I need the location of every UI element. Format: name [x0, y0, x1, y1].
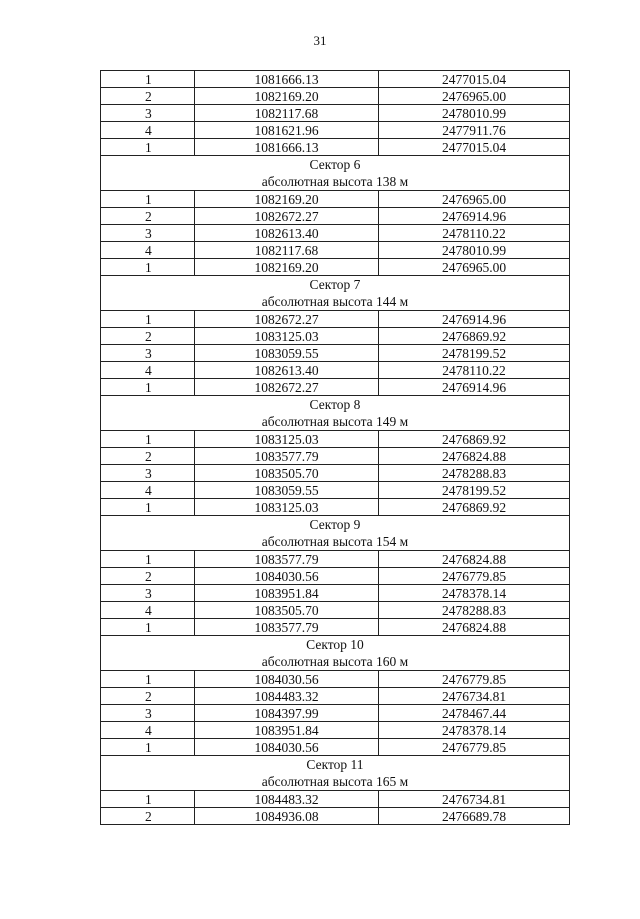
x-coordinate-cell: 1082117.68 [195, 105, 379, 122]
y-coordinate-cell: 2476734.81 [379, 688, 570, 705]
table-row [101, 722, 570, 739]
x-coordinate-cell: 1083505.70 [195, 602, 379, 619]
sector-header-cell [101, 636, 570, 671]
point-number-cell: 1 [101, 139, 195, 156]
point-number-cell: 1 [101, 311, 195, 328]
point-number-cell: 1 [101, 191, 195, 208]
sector-header-cell [101, 396, 570, 431]
x-coordinate-cell: 1082169.20 [195, 191, 379, 208]
point-number-cell: 1 [101, 791, 195, 808]
table-row [101, 568, 570, 585]
sector-title: Сектор 10 [306, 637, 364, 652]
y-coordinate-cell: 2476914.96 [379, 311, 570, 328]
x-coordinate-cell: 1084030.56 [195, 739, 379, 756]
x-coordinate-cell: 1084936.08 [195, 808, 379, 825]
point-number-cell: 4 [101, 722, 195, 739]
point-number-cell: 4 [101, 362, 195, 379]
y-coordinate-cell: 2476824.88 [379, 448, 570, 465]
y-coordinate-cell: 2476869.92 [379, 328, 570, 345]
y-coordinate-cell: 2476824.88 [379, 551, 570, 568]
x-coordinate-cell: 1081621.96 [195, 122, 379, 139]
sector-header-row [101, 516, 570, 551]
sector-altitude: абсолютная высота 144 м [261, 294, 409, 309]
x-coordinate-cell: 1083125.03 [195, 431, 379, 448]
sector-title: Сектор 11 [306, 757, 364, 772]
point-number-cell: 4 [101, 242, 195, 259]
table-row [101, 619, 570, 636]
y-coordinate-cell: 2477911.76 [379, 122, 570, 139]
point-number-cell: 2 [101, 688, 195, 705]
point-number-cell: 1 [101, 499, 195, 516]
table-row [101, 671, 570, 688]
table-row [101, 139, 570, 156]
sector-header-cell [101, 516, 570, 551]
y-coordinate-cell: 2478110.22 [379, 362, 570, 379]
x-coordinate-cell: 1084483.32 [195, 688, 379, 705]
point-number-cell: 2 [101, 808, 195, 825]
sector-title: Сектор 9 [309, 517, 361, 532]
y-coordinate-cell: 2478199.52 [379, 345, 570, 362]
y-coordinate-cell: 2477015.04 [379, 71, 570, 88]
table-row [101, 791, 570, 808]
point-number-cell: 1 [101, 671, 195, 688]
x-coordinate-cell: 1083951.84 [195, 585, 379, 602]
sector-title: Сектор 7 [309, 277, 361, 292]
table-row [101, 71, 570, 88]
y-coordinate-cell: 2478010.99 [379, 242, 570, 259]
x-coordinate-cell: 1084030.56 [195, 568, 379, 585]
point-number-cell: 3 [101, 225, 195, 242]
point-number-cell: 1 [101, 431, 195, 448]
x-coordinate-cell: 1081666.13 [195, 71, 379, 88]
y-coordinate-cell: 2478378.14 [379, 585, 570, 602]
table-row [101, 465, 570, 482]
point-number-cell: 1 [101, 259, 195, 276]
x-coordinate-cell: 1082169.20 [195, 88, 379, 105]
x-coordinate-cell: 1082613.40 [195, 362, 379, 379]
y-coordinate-cell: 2476779.85 [379, 739, 570, 756]
sector-header-row [101, 396, 570, 431]
sector-altitude: абсолютная высота 165 м [261, 774, 409, 789]
point-number-cell: 4 [101, 122, 195, 139]
sector-title: Сектор 6 [309, 157, 361, 172]
sector-altitude: абсолютная высота 154 м [261, 534, 409, 549]
table-row [101, 362, 570, 379]
table-row [101, 705, 570, 722]
y-coordinate-cell: 2476824.88 [379, 619, 570, 636]
table-row [101, 602, 570, 619]
table-row [101, 585, 570, 602]
coordinates-table-body [101, 71, 570, 825]
sector-header-row [101, 156, 570, 191]
y-coordinate-cell: 2476779.85 [379, 568, 570, 585]
point-number-cell: 2 [101, 448, 195, 465]
table-row [101, 105, 570, 122]
y-coordinate-cell: 2476689.78 [379, 808, 570, 825]
point-number-cell: 2 [101, 568, 195, 585]
sector-header-row [101, 756, 570, 791]
table-row [101, 688, 570, 705]
x-coordinate-cell: 1082117.68 [195, 242, 379, 259]
sector-header-cell [101, 756, 570, 791]
point-number-cell: 3 [101, 465, 195, 482]
table-row [101, 482, 570, 499]
table-row [101, 259, 570, 276]
table-row [101, 208, 570, 225]
y-coordinate-cell: 2476869.92 [379, 431, 570, 448]
x-coordinate-cell: 1082672.27 [195, 208, 379, 225]
x-coordinate-cell: 1083059.55 [195, 345, 379, 362]
table-row [101, 431, 570, 448]
table-row [101, 808, 570, 825]
table-row [101, 499, 570, 516]
point-number-cell: 3 [101, 105, 195, 122]
sector-header-cell [101, 156, 570, 191]
table-row [101, 88, 570, 105]
x-coordinate-cell: 1082169.20 [195, 259, 379, 276]
y-coordinate-cell: 2478288.83 [379, 602, 570, 619]
table-row [101, 345, 570, 362]
sector-altitude: абсолютная высота 138 м [261, 174, 409, 189]
y-coordinate-cell: 2478378.14 [379, 722, 570, 739]
point-number-cell: 3 [101, 585, 195, 602]
y-coordinate-cell: 2476869.92 [379, 499, 570, 516]
table-row [101, 242, 570, 259]
point-number-cell: 1 [101, 739, 195, 756]
sector-title: Сектор 8 [309, 397, 361, 412]
x-coordinate-cell: 1083125.03 [195, 499, 379, 516]
y-coordinate-cell: 2478010.99 [379, 105, 570, 122]
point-number-cell: 3 [101, 345, 195, 362]
y-coordinate-cell: 2476914.96 [379, 208, 570, 225]
x-coordinate-cell: 1083059.55 [195, 482, 379, 499]
x-coordinate-cell: 1084030.56 [195, 671, 379, 688]
table-row [101, 122, 570, 139]
x-coordinate-cell: 1081666.13 [195, 139, 379, 156]
y-coordinate-cell: 2478467.44 [379, 705, 570, 722]
sector-header-cell [101, 276, 570, 311]
y-coordinate-cell: 2478110.22 [379, 225, 570, 242]
x-coordinate-cell: 1083577.79 [195, 619, 379, 636]
x-coordinate-cell: 1083577.79 [195, 551, 379, 568]
y-coordinate-cell: 2478288.83 [379, 465, 570, 482]
y-coordinate-cell: 2477015.04 [379, 139, 570, 156]
point-number-cell: 2 [101, 328, 195, 345]
point-number-cell: 4 [101, 482, 195, 499]
table-row [101, 551, 570, 568]
y-coordinate-cell: 2476779.85 [379, 671, 570, 688]
x-coordinate-cell: 1083951.84 [195, 722, 379, 739]
x-coordinate-cell: 1083125.03 [195, 328, 379, 345]
y-coordinate-cell: 2476965.00 [379, 88, 570, 105]
x-coordinate-cell: 1083505.70 [195, 465, 379, 482]
table-row [101, 328, 570, 345]
y-coordinate-cell: 2476965.00 [379, 259, 570, 276]
sector-altitude: абсолютная высота 149 м [261, 414, 409, 429]
sector-header-row [101, 276, 570, 311]
x-coordinate-cell: 1084397.99 [195, 705, 379, 722]
point-number-cell: 1 [101, 379, 195, 396]
table-row [101, 191, 570, 208]
point-number-cell: 1 [101, 71, 195, 88]
point-number-cell: 3 [101, 705, 195, 722]
table-row [101, 739, 570, 756]
table-row [101, 225, 570, 242]
table-row [101, 379, 570, 396]
x-coordinate-cell: 1082672.27 [195, 379, 379, 396]
point-number-cell: 4 [101, 602, 195, 619]
sector-header-row [101, 636, 570, 671]
page-number: 31 [313, 33, 327, 48]
coordinates-table [100, 70, 570, 825]
y-coordinate-cell: 2476734.81 [379, 791, 570, 808]
point-number-cell: 1 [101, 619, 195, 636]
y-coordinate-cell: 2476914.96 [379, 379, 570, 396]
table-row [101, 311, 570, 328]
x-coordinate-cell: 1082613.40 [195, 225, 379, 242]
x-coordinate-cell: 1084483.32 [195, 791, 379, 808]
point-number-cell: 1 [101, 551, 195, 568]
x-coordinate-cell: 1083577.79 [195, 448, 379, 465]
point-number-cell: 2 [101, 208, 195, 225]
table-row [101, 448, 570, 465]
sector-altitude: абсолютная высота 160 м [261, 654, 409, 669]
y-coordinate-cell: 2478199.52 [379, 482, 570, 499]
y-coordinate-cell: 2476965.00 [379, 191, 570, 208]
point-number-cell: 2 [101, 88, 195, 105]
x-coordinate-cell: 1082672.27 [195, 311, 379, 328]
